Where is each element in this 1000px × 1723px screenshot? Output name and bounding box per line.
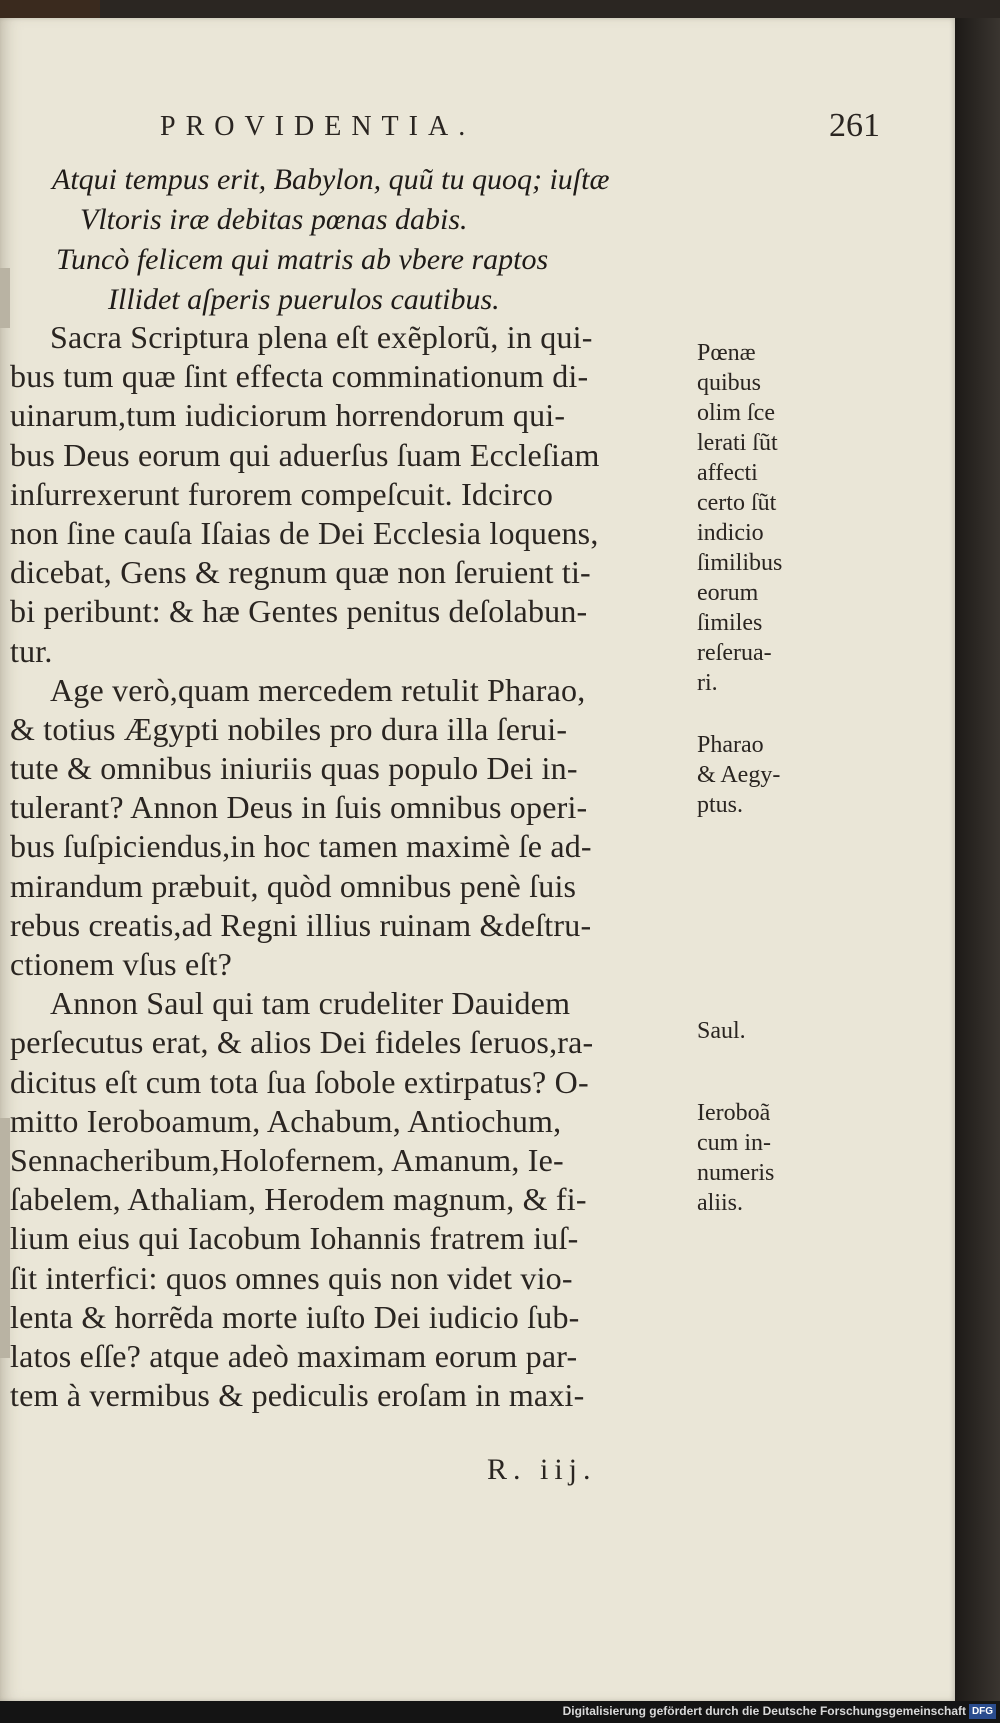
verse-line: Illidet aſperis puerulos cautibus. [108, 283, 500, 316]
margin-line: ptus. [697, 792, 744, 818]
margin-line: ſimilibus [697, 550, 783, 576]
text-line: tur. [10, 632, 53, 669]
text-line: ſabelem, Athaliam, Herodem magnum, & fi- [10, 1181, 587, 1218]
text-line: Age verò,quam mercedem retulit Pharao, [50, 671, 586, 708]
margin-line: eorum [697, 580, 759, 606]
margin-line: quibus [697, 370, 762, 396]
margin-line: lerati ſũt [697, 430, 778, 456]
text-line: bus tum quæ ſint effecta comminationum di- [10, 358, 589, 395]
text-line: Sennacheribum,Holofernem, Amanum, Ie- [10, 1141, 564, 1178]
text-line: & totius Ægypti nobiles pro dura illa ſerui- [10, 710, 568, 747]
verse-line: Tuncò felicem qui matris ab vbere raptos [56, 243, 549, 276]
footer-bar [0, 1701, 1000, 1723]
text-line: Annon Saul qui tam crudeliter Dauidem [50, 985, 571, 1022]
text-line: tute & omnibus iniuriis quas populo Dei in- [10, 750, 578, 787]
text-line: uinarum,tum iudiciorum horrendorum qui- [10, 397, 566, 434]
text-line: lenta & horrẽda morte iuſto Dei iudicio ſub- [10, 1298, 580, 1335]
margin-line: certo ſũt [697, 490, 777, 516]
text-line: ctionem vſus eſt? [10, 946, 233, 982]
text-line: lium eius qui Iacobum Iohannis fratrem iuſ- [10, 1220, 579, 1257]
verse-quotation [52, 160, 692, 320]
page-edge-shadow [955, 18, 1000, 1701]
text-line: perſecutus erat, & alios Dei fideles ſeruos,ra- [10, 1024, 594, 1061]
margin-line: olim ſce [697, 400, 775, 426]
margin-note-pharao [697, 730, 817, 820]
funding-credit: Digitalisierung gefördert durch die Deutsche Forschungsgemeinschaft [562, 1704, 966, 1718]
text-line: rebus creatis,ad Regni illius ruinam &deſtru- [10, 906, 592, 943]
margin-line: Saul. [697, 1018, 746, 1044]
margin-line: numeris [697, 1160, 775, 1186]
dfg-logo[interactable]: DFG [969, 1704, 996, 1719]
margin-line: Pharao [697, 732, 764, 758]
verse-line: Vltoris iræ debitas pœnas dabis. [80, 203, 468, 236]
margin-line: cum in- [697, 1130, 771, 1156]
text-line: non ſine cauſa Iſaias de Dei Ecclesia loquens, [10, 514, 599, 551]
margin-note-saul [697, 1016, 817, 1046]
signature-mark: R. iij. [487, 1453, 597, 1486]
spine-stain [0, 268, 10, 328]
page-number: 261 [829, 107, 880, 144]
text-line: mirandum præbuit, quòd omnibus penè ſuis [10, 867, 577, 904]
margin-line: Pœnæ [697, 340, 756, 366]
margin-line: ſimiles [697, 610, 763, 636]
page-header [160, 107, 880, 151]
text-line: dicebat, Gens & regnum quæ non ſeruient ti- [10, 554, 591, 591]
margin-line: indicio [697, 520, 764, 546]
main-text [10, 318, 684, 1415]
margin-note-poenae [697, 338, 817, 698]
margin-line: Ieroboã [697, 1100, 771, 1126]
scan-border-top [0, 0, 100, 20]
verse-line: Atqui tempus erit, Babylon, quũ tu quoq; iuſtæ [52, 163, 610, 196]
text-line: latos eſſe? atque adeò maximam eorum par- [10, 1337, 578, 1374]
margin-line: & Aegy- [697, 762, 781, 788]
margin-line: ri. [697, 670, 718, 696]
text-line: tulerant? Annon Deus in ſuis omnibus operi- [10, 789, 588, 826]
text-line: ſit interfici: quos omnes quis non videt vio- [10, 1259, 573, 1296]
text-line: inſurrexerunt furorem compeſcuit. Idcirco [10, 475, 554, 512]
running-title: PROVIDENTIA. [160, 111, 476, 142]
margin-line: aliis. [697, 1190, 743, 1216]
text-line: bus Deus eorum qui aduerſus ſuam Eccleſiam [10, 436, 600, 473]
margin-line: affecti [697, 460, 758, 486]
text-line: Sacra Scriptura plena eſt exẽplorũ, in qui- [50, 319, 593, 355]
text-line: bi peribunt: & hæ Gentes penitus deſolabun- [10, 593, 588, 630]
text-line: dicitus eſt cum tota ſua ſobole extirpatus? O- [10, 1063, 589, 1100]
text-line: mitto Ieroboamum, Achabum, Antiochum, [10, 1102, 562, 1139]
margin-note-ieroboam [697, 1098, 817, 1218]
text-line: bus ſuſpiciendus,in hoc tamen maximè ſe ad- [10, 828, 592, 865]
text-line: tem à vermibus & pediculis eroſam in maxi- [10, 1377, 585, 1414]
spine-stain [0, 1118, 10, 1358]
margin-line: reſerua- [697, 640, 772, 666]
